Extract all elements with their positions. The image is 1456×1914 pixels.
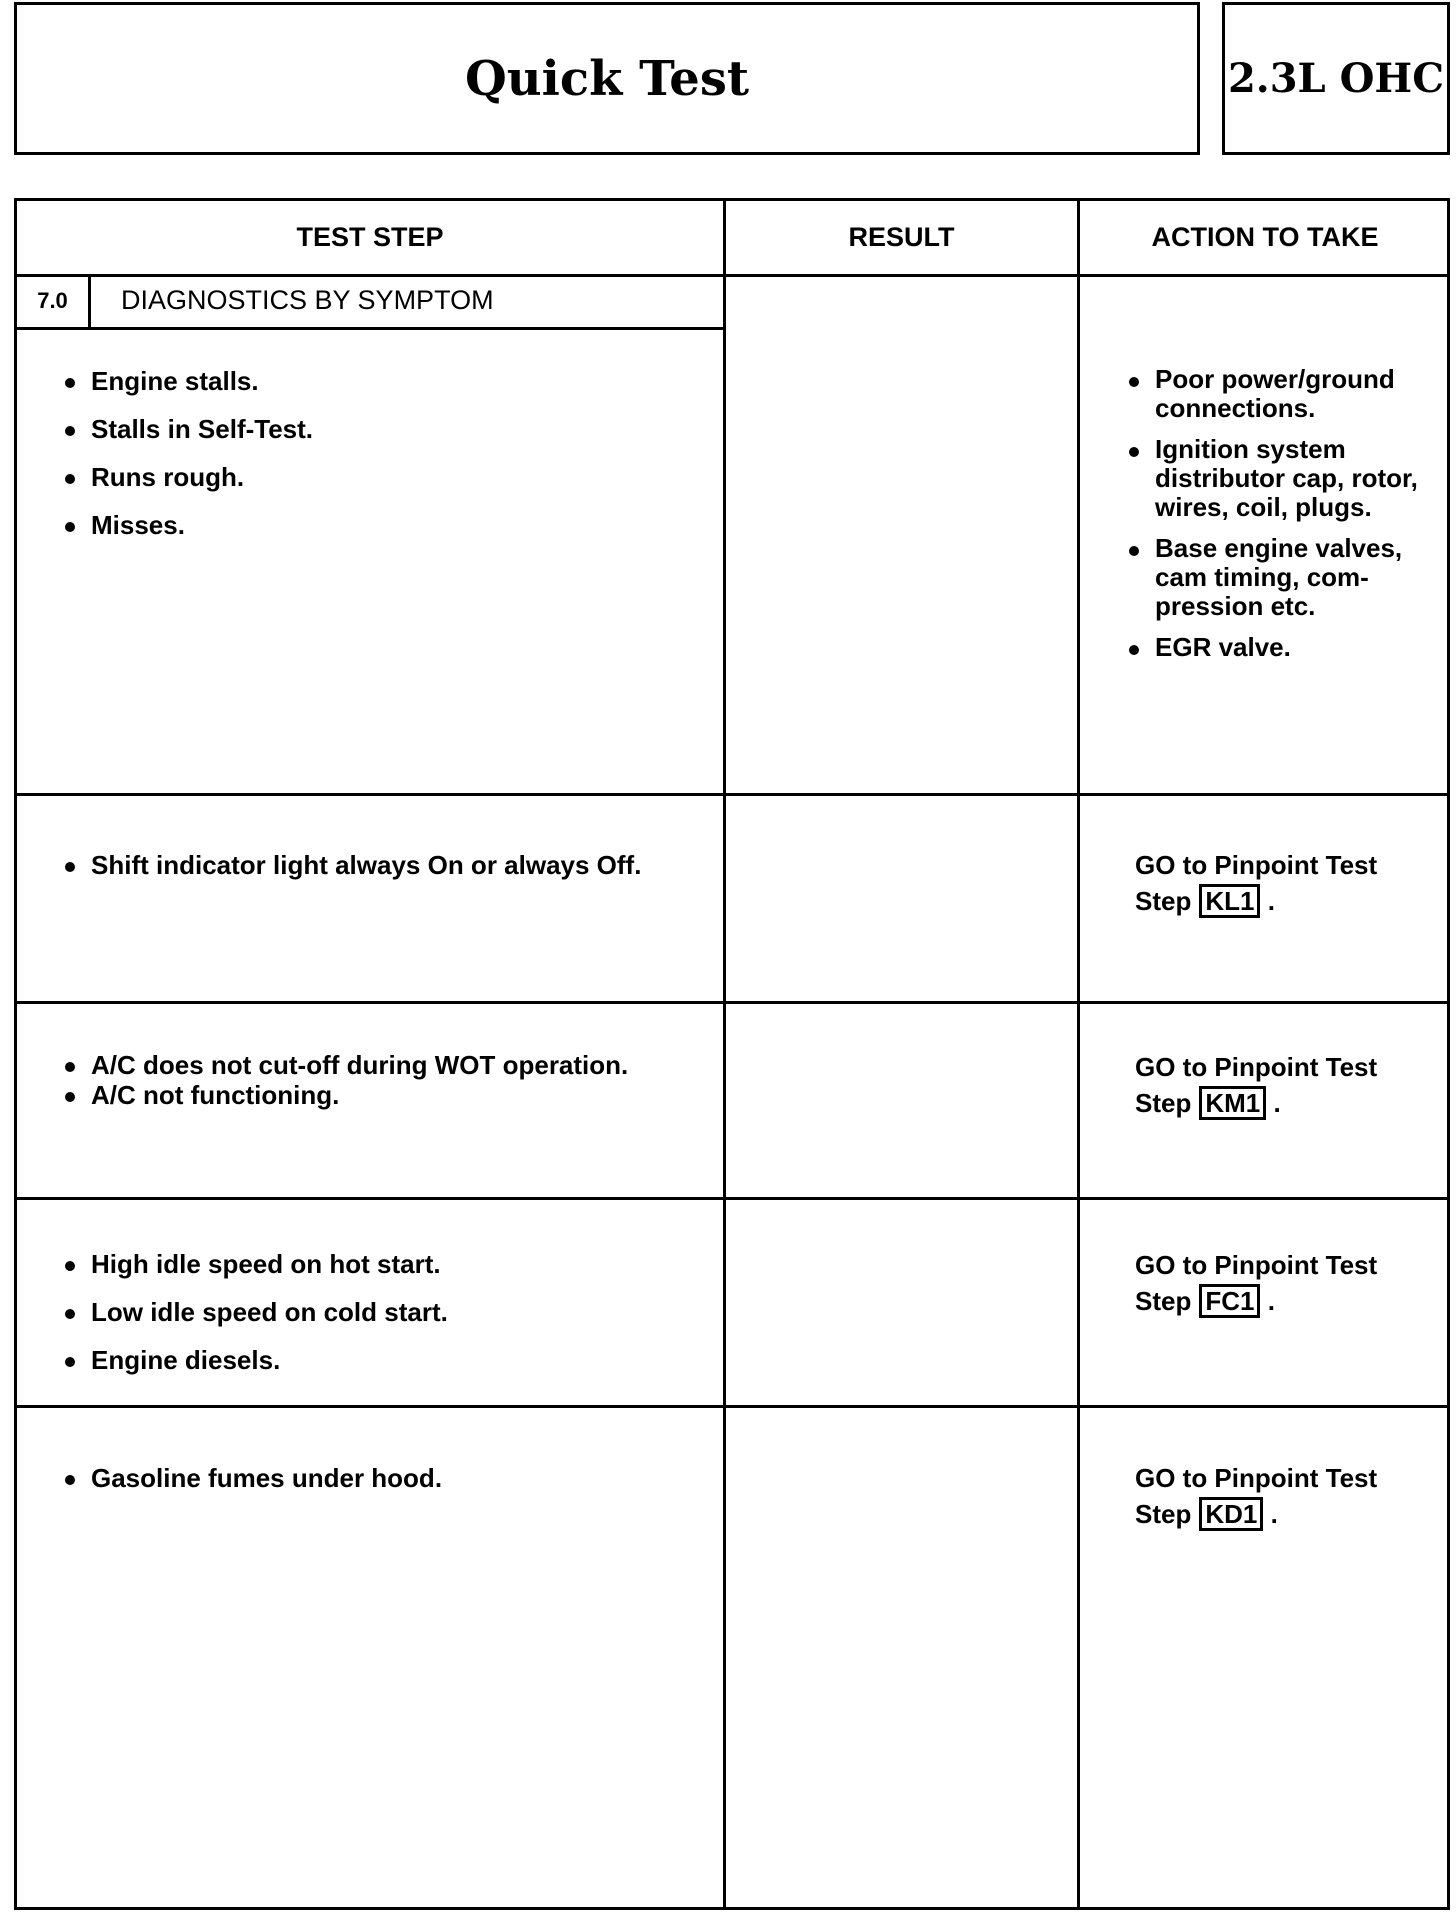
step-code-link[interactable]: FC1 (1199, 1284, 1260, 1318)
step-title: DIAGNOSTICS BY SYMPTOM (121, 285, 494, 315)
symptom-list (61, 1249, 711, 1393)
column-header-action: ACTION TO TAKE (1151, 222, 1379, 252)
column-divider (723, 201, 726, 1907)
goto-text: GO to Pinpoint Test (1135, 1250, 1378, 1280)
page-title: Quick Test (464, 50, 750, 107)
list-item: Base engine valves, cam timing, com-pression etc. (1125, 534, 1445, 621)
engine-box (1222, 2, 1450, 155)
action-goto (1135, 1247, 1377, 1319)
step-label: Step (1135, 1499, 1192, 1529)
goto-text: GO to Pinpoint Test (1135, 1463, 1378, 1493)
column-divider (1077, 201, 1080, 1907)
row-divider (17, 1197, 1447, 1200)
list-item: Misses. (61, 510, 701, 541)
list-item: Low idle speed on cold start. (61, 1297, 711, 1328)
step-number: 7.0 (17, 274, 91, 327)
list-item: EGR valve. (1125, 633, 1445, 662)
goto-text: GO to Pinpoint Test (1135, 850, 1378, 880)
row-divider (17, 1405, 1447, 1408)
list-item: Ignition system distributor cap, rotor, wires, coil, plugs. (1125, 435, 1445, 522)
list-item: Engine stalls. (61, 366, 701, 397)
column-header-result: RESULT (848, 222, 955, 252)
quick-test-table (14, 198, 1450, 1910)
list-item: High idle speed on hot start. (61, 1249, 711, 1280)
step-code-link[interactable]: KL1 (1199, 884, 1260, 918)
goto-text: GO to Pinpoint Test (1135, 1052, 1378, 1082)
action-goto (1135, 1460, 1377, 1532)
list-item: A/C not functioning. (61, 1080, 711, 1110)
step-label: Step (1135, 886, 1192, 916)
column-header-test-step: TEST STEP (296, 222, 444, 252)
list-item: Runs rough. (61, 462, 701, 493)
step-label: Step (1135, 1088, 1192, 1118)
title-box (14, 2, 1200, 155)
step-code-link[interactable]: KD1 (1199, 1497, 1263, 1531)
row-divider (17, 793, 1447, 796)
list-item: Gasoline fumes under hood. (61, 1463, 711, 1494)
goto-step-line: Step KL1 . (1135, 886, 1275, 916)
engine-label: 2.3L OHC (1227, 55, 1445, 102)
row-divider (17, 1001, 1447, 1004)
action-list (1125, 365, 1445, 674)
goto-step-line: Step KM1 . (1135, 1088, 1281, 1118)
list-item: Shift indicator light always On or always Off. (61, 850, 711, 881)
goto-step-line: Step KD1 . (1135, 1499, 1278, 1529)
goto-step-line: Step FC1 . (1135, 1286, 1275, 1316)
step-title-underline (17, 327, 723, 330)
symptom-list (61, 1463, 711, 1494)
list-item: A/C does not cut-off during WOT operation. (61, 1050, 711, 1080)
action-goto (1135, 847, 1377, 919)
symptom-list (61, 366, 701, 558)
action-goto (1135, 1049, 1377, 1121)
list-item: Engine diesels. (61, 1345, 711, 1376)
step-label: Step (1135, 1286, 1192, 1316)
symptom-list (61, 850, 711, 881)
list-item: Stalls in Self-Test. (61, 414, 701, 445)
list-item: Poor power/ground connections. (1125, 365, 1445, 423)
step-code-link[interactable]: KM1 (1199, 1086, 1266, 1120)
symptom-list (61, 1050, 711, 1110)
